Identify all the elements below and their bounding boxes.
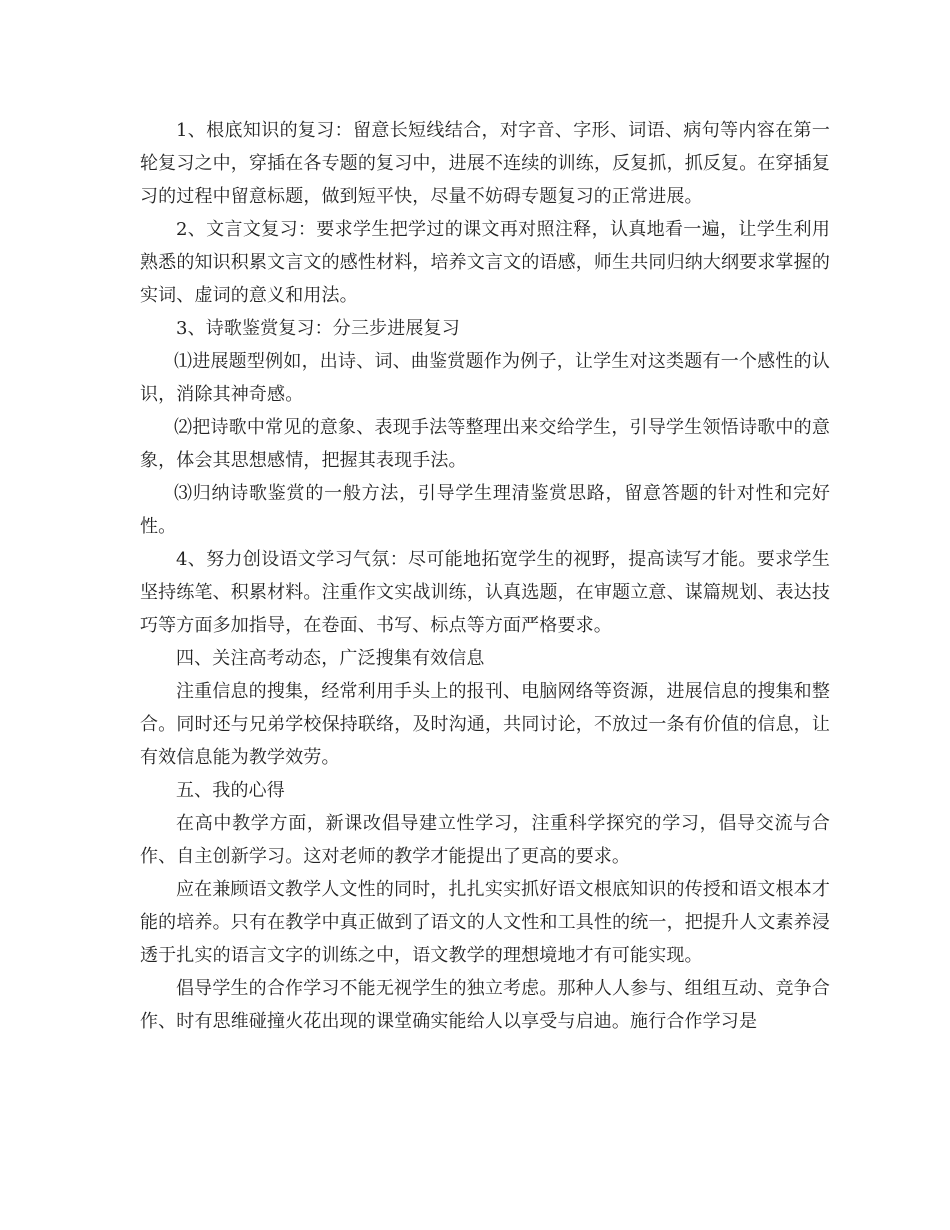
paragraph-high-school-teaching: 在高中教学方面，新课改倡导建立性学习，注重科学探究的学习，倡导交流与合作、自主创新学习。这对老师的教学才能提出了更高的要求。 (140, 813, 830, 867)
document-body (140, 114, 830, 1038)
paragraph-learning-atmosphere: 4、努力创设语文学习气氛：尽可能地拓宽学生的视野，提高读写才能。要求学生坚持练笔、积累材料。注重作文实战训练，认真选题，在审题立意、谋篇规划、表达技巧等方面多加指导，在卷面、书写、标点等方面严格要求。 (140, 549, 830, 636)
section-heading-my-insights: 五、我的心得 (176, 780, 285, 801)
paragraph-basic-knowledge-review: 1、根底知识的复习：留意长短线结合，对字音、字形、词语、病句等内容在第一轮复习之中，穿插在各专题的复习中，进展不连续的训练，反复抓，抓反复。在穿插复习的过程中留意标题，做到短平快，尽量不妨碍专题复习的正常进展。 (140, 120, 830, 207)
paragraph-poetry-review-heading: 3、诗歌鉴赏复习：分三步进展复习 (176, 318, 460, 339)
paragraph-classical-chinese-review: 2、文言文复习：要求学生把学过的课文再对照注释，认真地看一遍，让学生利用熟悉的知识积累文言文的感性材料，培养文言文的语感，师生共同归纳大纲要求掌握的实词、虚词的意义和用法。 (140, 219, 830, 306)
paragraph-cooperative-learning: 倡导学生的合作学习不能无视学生的独立考虑。那种人人参与、组组互动、竞争合作、时有思维碰撞火花出现的课堂确实能给人以享受与启迪。施行合作学习是 (140, 978, 830, 1032)
paragraph-information-collection: 注重信息的搜集，经常利用手头上的报刊、电脑网络等资源，进展信息的搜集和整合。同时还与兄弟学校保持联络，及时沟通，共同讨论，不放过一条有价值的信息，让有效信息能为教学效劳。 (140, 681, 830, 768)
paragraph-humanistic-instrumental: 应在兼顾语文教学人文性的同时，扎扎实实抓好语文根底知识的传授和语文根本才能的培养。只有在教学中真正做到了语文的人文性和工具性的统一，把提升人文素养浸透于扎实的语言文字的训练之中，语文教学的理想境地才有可能实现。 (140, 879, 830, 966)
paragraph-poetry-step-3: ⑶归纳诗歌鉴赏的一般方法，引导学生理清鉴赏思路，留意答题的针对性和完好性。 (140, 483, 830, 537)
paragraph-poetry-step-2: ⑵把诗歌中常见的意象、表现手法等整理出来交给学生，引导学生领悟诗歌中的意象，体会其思想感情，把握其表现手法。 (140, 417, 830, 471)
section-heading-exam-trends: 四、关注高考动态，广泛搜集有效信息 (176, 648, 485, 669)
paragraph-poetry-step-1: ⑴进展题型例如，出诗、词、曲鉴赏题作为例子，让学生对这类题有一个感性的认识，消除其神奇感。 (140, 351, 830, 405)
